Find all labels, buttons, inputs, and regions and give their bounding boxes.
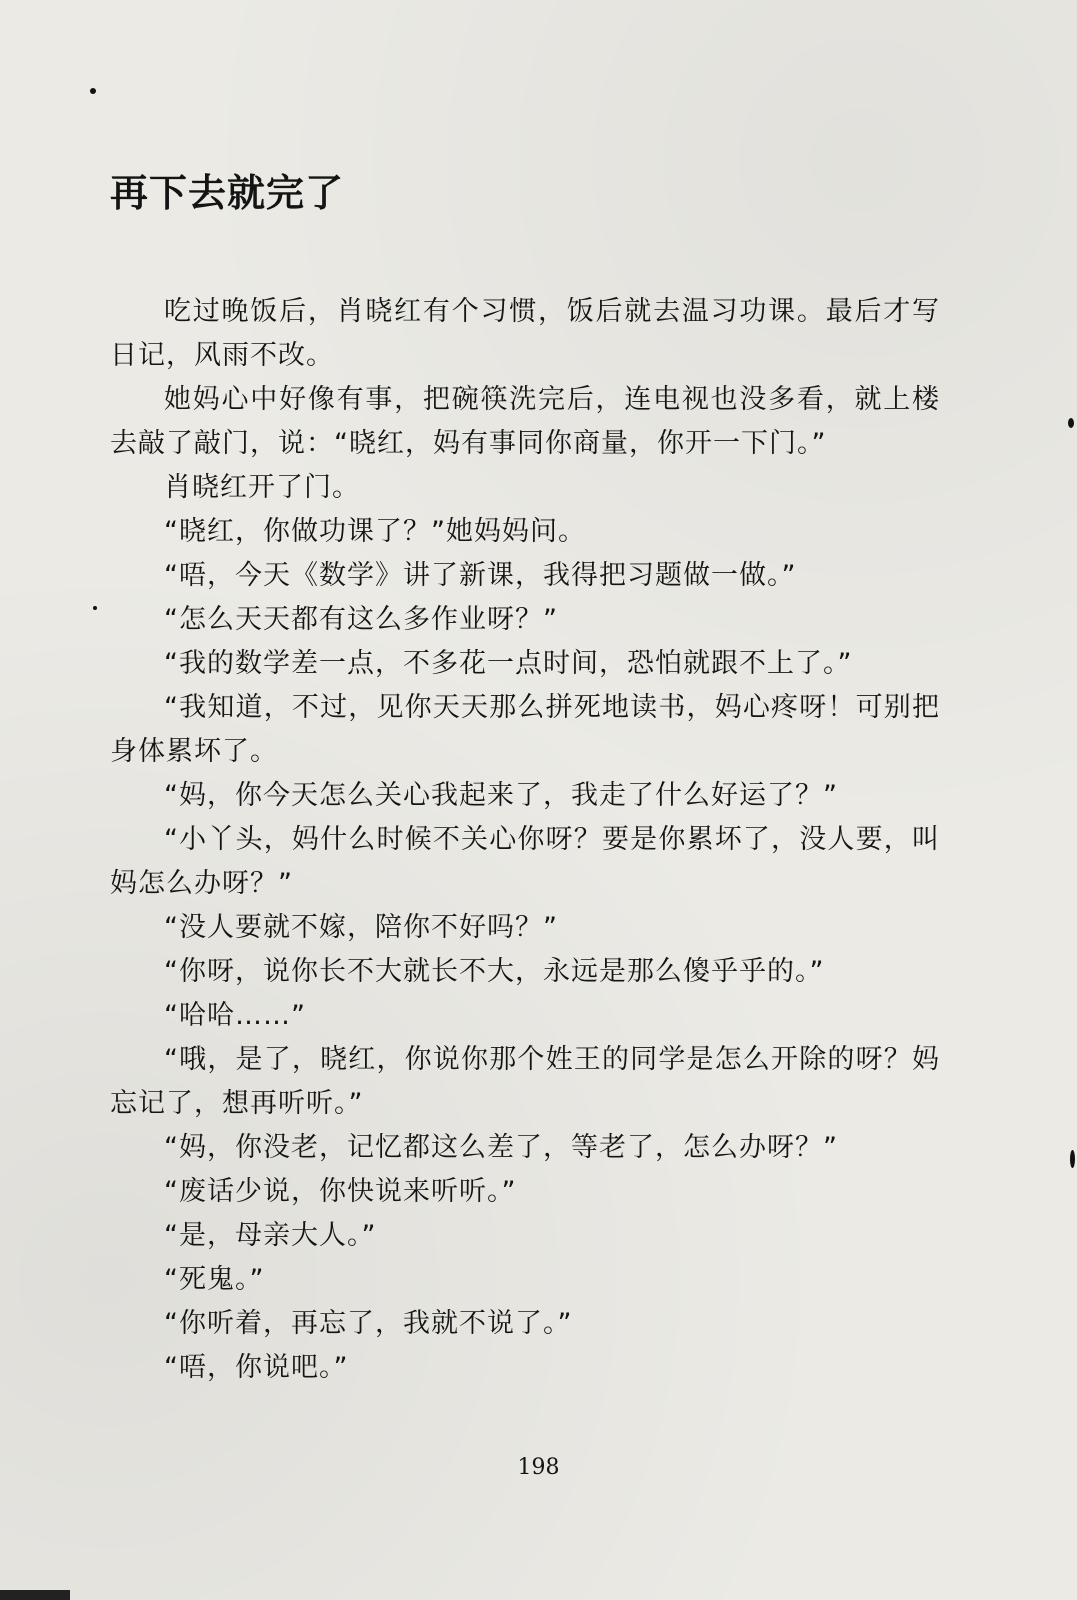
- paragraph: “你呀，说你长不大就长不大，永远是那么傻乎乎的。”: [164, 956, 825, 987]
- paragraph: “哦，是了，晓红，你说你那个姓王的同学是怎么开除的呀？妈忘记了，想再听听。”: [110, 1044, 940, 1119]
- paragraph: 吃过晚饭后，肖晓红有个习惯，饭后就去温习功课。最后才写日记，风雨不改。: [110, 296, 940, 371]
- chapter-title: 再下去就完了: [110, 171, 345, 215]
- scan-speck: [93, 606, 97, 610]
- paragraph: “废话少说，你快说来听听。”: [164, 1176, 517, 1207]
- paragraph: “我知道，不过，见你天天那么拼死地读书，妈心疼呀！可别把身体累坏了。: [110, 692, 940, 767]
- paragraph: “你听着，再忘了，我就不说了。”: [164, 1308, 573, 1339]
- paragraph: “唔，今天《数学》讲了新课，我得把习题做一做。”: [164, 560, 797, 591]
- paragraph: “晓红，你做功课了？”她妈妈问。: [164, 516, 586, 547]
- scan-speck: [90, 88, 96, 94]
- paragraph: “我的数学差一点，不多花一点时间，恐怕就跟不上了。”: [164, 648, 853, 679]
- paragraph: 肖晓红开了门。: [164, 472, 360, 503]
- paragraph: “妈，你今天怎么关心我起来了，我走了什么好运了？”: [164, 780, 838, 811]
- paragraph: 她妈心中好像有事，把碗筷洗完后，连电视也没多看，就上楼去敲了敲门，说：“晓红，妈有事同你商量，你开一下门。”: [110, 384, 940, 459]
- paragraph: “怎么天天都有这么多作业呀？”: [164, 604, 558, 635]
- scan-speck: [1070, 1150, 1075, 1168]
- paragraph: “妈，你没老，记忆都这么差了，等老了，怎么办呀？”: [164, 1132, 838, 1163]
- paragraph: “是，母亲大人。”: [164, 1220, 377, 1251]
- paragraph: “哈哈……”: [164, 1000, 306, 1031]
- paragraph: “唔，你说吧。”: [164, 1352, 349, 1383]
- body-text: [110, 290, 940, 1390]
- paragraph: “死鬼。”: [164, 1264, 265, 1295]
- scan-speck: [1068, 418, 1074, 428]
- scan-edge-strip: [0, 1590, 70, 1600]
- paragraph: “小丫头，妈什么时候不关心你呀？要是你累坏了，没人要，叫妈怎么办呀？”: [110, 824, 940, 899]
- paragraph: “没人要就不嫁，陪你不好吗？”: [164, 912, 558, 943]
- page-number: 198: [517, 1455, 560, 1480]
